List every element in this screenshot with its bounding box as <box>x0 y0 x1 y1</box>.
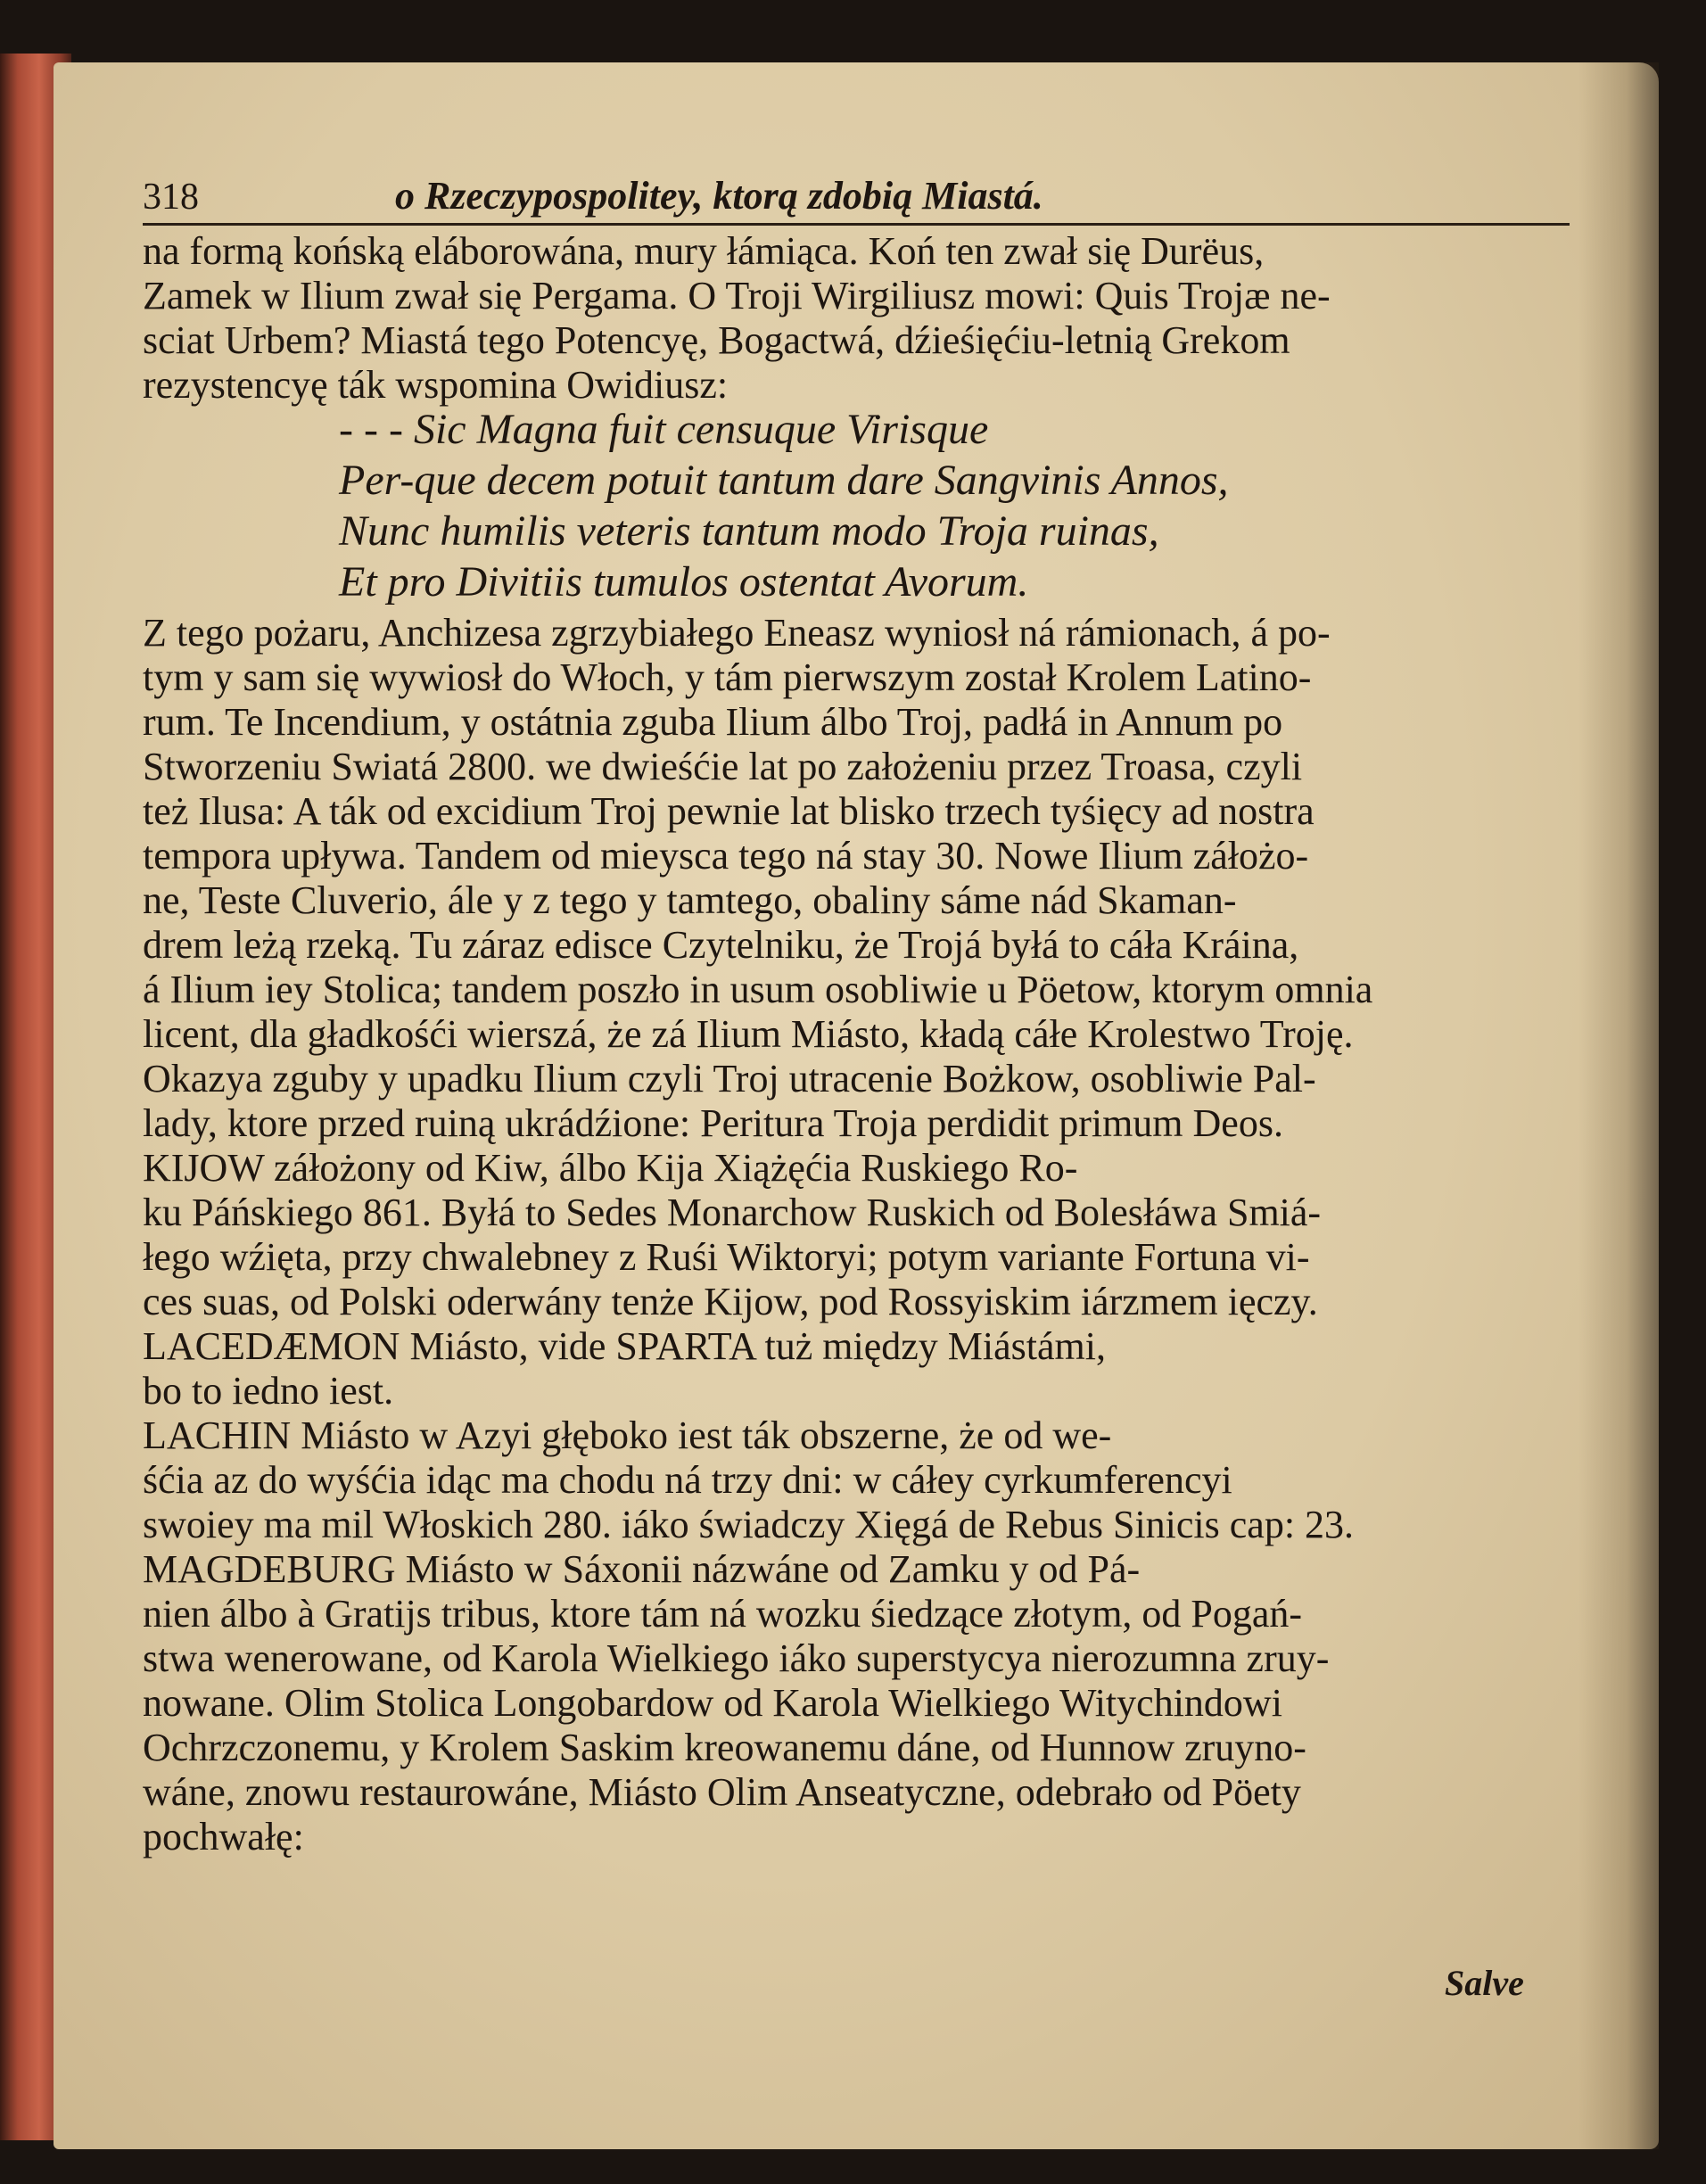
text-line: drem leżą rzeką. Tu záraz edisce Czytelniku, że Trojá byłá to cáła Kráina, <box>143 923 1299 967</box>
text-line: Stworzeniu Swiatá 2800. we dwieśćie lat po założeniu przez Troasa, czyli <box>143 745 1303 788</box>
text-line: na formą końską eláborowána, mury łámiąca. Koń ten zwał się Durëus, <box>143 229 1265 273</box>
verse-line: - - - Sic Magna fuit censuque Virisque <box>339 406 989 453</box>
text-line: też Ilusa: A ták od excidium Troj pewnie lat blisko trzech tyśięcy ad nostra <box>143 789 1315 833</box>
page-header <box>143 174 1570 226</box>
text-line: łego wźięta, przy chwalebney z Ruśi Wiktoryi; potym variante Fortuna vi- <box>143 1235 1310 1279</box>
page-text <box>143 174 1570 1859</box>
page-number: 318 <box>143 177 199 218</box>
page-gutter-shadow <box>1578 62 1659 2149</box>
text-line: Z tego pożaru, Anchizesa zgrzybiałego Eneasz wyniosł ná rámionach, á po- <box>143 611 1331 655</box>
text-line: Okazya zguby y upadku Ilium czyli Troj utracenie Bożkow, osobliwie Pal- <box>143 1057 1316 1100</box>
text-line: lady, ktore przed ruiną ukrádźione: Peritura Troja perdidit primum Deos. <box>143 1101 1283 1145</box>
text-line: ces suas, od Polski oderwány tenże Kijow, pod Rossyiskim iárzmem ięczy. <box>143 1280 1318 1323</box>
text-line: LACHIN Miásto w Azyi głęboko iest ták obszerne, że od we- <box>143 1413 1112 1457</box>
text-line: pochwałę: <box>143 1815 304 1858</box>
verse-line: Et pro Divitiis tumulos ostentat Avorum. <box>339 558 1029 606</box>
text-line: bo to iedno iest. <box>143 1369 394 1413</box>
text-line: sciat Urbem? Miastá tego Potencyę, Bogactwá, dźieśięćiu-letnią Grekom <box>143 318 1290 362</box>
text-line: wáne, znowu restaurowáne, Miásto Olim Anseatyczne, odebrało od Pöety <box>143 1770 1301 1814</box>
verse-line: Nunc humilis veteris tantum modo Troja ruinas, <box>339 507 1159 555</box>
verse-line: Per-que decem potuit tantum dare Sangvinis Annos, <box>339 457 1229 504</box>
text-line: LACEDÆMON Miásto, vide SPARTA tuż między Miástámi, <box>143 1324 1106 1368</box>
text-line: swoiey ma mil Włoskich 280. iáko świadczy Xięgá de Rebus Sinicis cap: 23. <box>143 1503 1355 1546</box>
running-head: o Rzeczypospolitey, ktorą zdobią Miastá. <box>395 174 1043 218</box>
text-line: tym y sam się wywiosł do Włoch, y tám pierwszym został Krolem Latino- <box>143 655 1312 699</box>
text-line: stwa wenerowane, od Karola Wielkiego iáko superstycya nierozumna zruy- <box>143 1636 1330 1680</box>
text-line: KIJOW záłożony od Kiw, álbo Kija Xiążęćia Ruskiego Ro- <box>143 1146 1078 1190</box>
text-line: Ochrzczonemu, y Krolem Saskim kreowanemu dáne, od Hunnow zruyno- <box>143 1726 1306 1769</box>
text-line: rum. Te Incendium, y ostátnia zguba Ilium álbo Troj, padłá in Annum po <box>143 700 1283 744</box>
text-line: Zamek w Ilium zwał się Pergama. O Troji Wirgiliusz mowi: Quis Trojæ ne- <box>143 274 1331 317</box>
text-line: ku Páńskiego 861. Byłá to Sedes Monarchow Ruskich od Bolesłáwa Smiá- <box>143 1191 1322 1234</box>
text-line: tempora upływa. Tandem od mieysca tego ná stay 30. Nowe Ilium záłożo- <box>143 834 1309 878</box>
text-line: rezystencyę ták wspomina Owidiusz: <box>143 363 729 407</box>
text-line: śćia az do wyśćia idąc ma chodu ná trzy dni: w cáłey cyrkumferencyi <box>143 1458 1232 1502</box>
text-line: licent, dla gładkośći wierszá, że zá Ilium Miásto, kładą cáłe Krolestwo Troję. <box>143 1012 1354 1056</box>
text-line: á Ilium iey Stolica; tandem poszło in usum osobliwie u Pöetow, ktorym omnia <box>143 968 1373 1011</box>
text-line: nowane. Olim Stolica Longobardow od Karola Wielkiego Witychindowi <box>143 1681 1282 1725</box>
text-line: nien álbo à Gratijs tribus, ktore tám ná wozku śiedzące złotym, od Pogań- <box>143 1592 1303 1636</box>
catchword: Salve <box>1445 1963 1524 2003</box>
text-line: MAGDEBURG Miásto w Sáxonii názwáne od Zamku y od Pá- <box>143 1547 1141 1591</box>
text-line: ne, Teste Cluverio, ále y z tego y tamtego, obaliny sáme nád Skaman- <box>143 878 1237 922</box>
